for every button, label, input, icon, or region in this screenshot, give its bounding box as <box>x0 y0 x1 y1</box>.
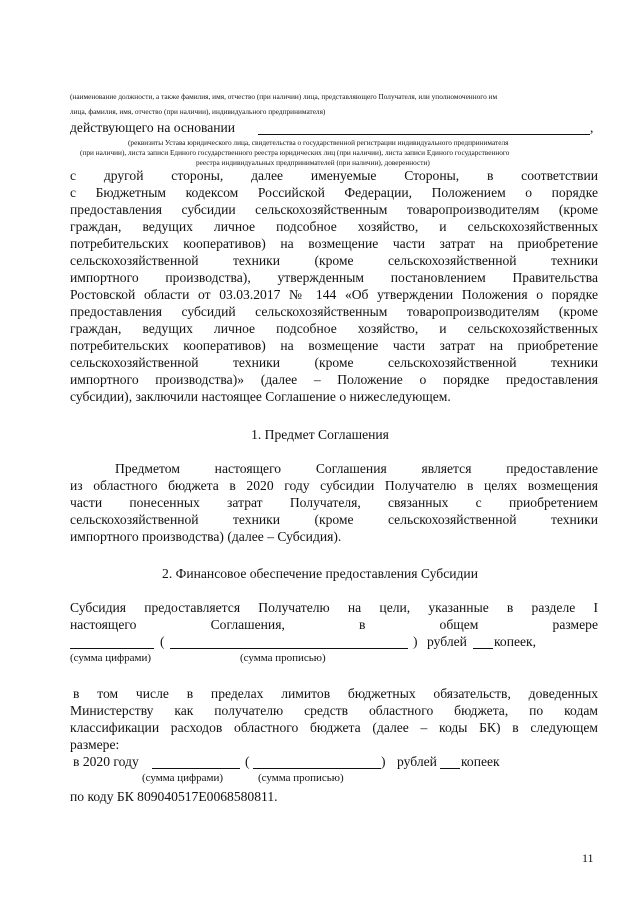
section1-line: из областного бюджета в 2020 году субсидии Получателю в целях возмещения <box>70 478 598 493</box>
year-label: в 2020 году <box>73 754 139 769</box>
year-kop-field <box>440 768 460 769</box>
requisites-note-line3: реестра индивидуальных предпринимателей (при наличии), доверенности) <box>196 158 430 167</box>
section1-last-line: импортного производства) (далее – Субсидия). <box>70 529 342 544</box>
intro-line: с другой стороны, далее именуемые Стороны, в соответствии <box>70 168 598 183</box>
year-words-field <box>253 768 381 769</box>
intro-line: предоставления субсидии сельскохозяйственным товаропроизводителям (кроме <box>70 202 598 217</box>
year-open-paren: ( <box>245 754 250 769</box>
intro-line: граждан, ведущих личное подсобное хозяйство, и сельскохозяйственных <box>70 219 598 234</box>
year-kop-label: копеек <box>461 754 500 769</box>
amount-close-paren: ) <box>413 634 418 649</box>
acting-basis-comma: , <box>590 120 594 135</box>
year-digits-caption: (сумма цифрами) <box>142 772 224 784</box>
amount-digits-caption: (сумма цифрами) <box>70 652 152 664</box>
intro-line: потребительских кооперативов) на возмещение части затрат на приобретение <box>70 236 598 251</box>
acting-basis-label: действующего на основании <box>70 120 236 135</box>
year-digits-field <box>152 768 240 769</box>
page-number: 11 <box>582 851 594 865</box>
intro-line: граждан, ведущих личное подсобное хозяйство, и сельскохозяйственных <box>70 321 598 336</box>
intro-line: с Бюджетным кодексом Российской Федерации, Положением о порядке <box>70 185 598 200</box>
section2-p1-line2: настоящего Соглашения, в общем размере <box>70 617 598 632</box>
section1-line: части понесенных затрат Получателя, связанных с приобретением <box>70 495 598 510</box>
section2-p2-line: в том числе в пределах лимитов бюджетных обязательств, доведенных <box>73 686 598 701</box>
amount-kop-field <box>473 648 493 649</box>
position-note-line2: лица, фамилия, имя, отчество (при наличии), индивидуального предпринимателя) <box>70 107 326 116</box>
requisites-note-line2: (при наличии), листа записи Единого государственного реестра юридических лиц (при наличии), листа записи Единого государственного <box>80 148 510 157</box>
section1-line: сельскохозяйственной техники (кроме сельскохозяйственной техники <box>70 512 598 527</box>
requisites-note-line1: (реквизиты Устава юридического лица, свидетельства о государственной регистрации индивидуального предпринимателя <box>128 138 509 147</box>
intro-line: предоставления субсидий сельскохозяйственным товаропроизводителям (кроме <box>70 304 598 319</box>
bk-code-line: по коду БК 809040517Е0068580811. <box>70 789 278 804</box>
section2-p2-line: Министерству как получателю средств областного бюджета, по кодам <box>70 703 598 718</box>
intro-line: потребительских кооперативов) на возмещение части затрат на приобретение <box>70 338 598 353</box>
amount-open-paren: ( <box>160 634 165 649</box>
section2-p2-line: классификации расходов областного бюджета (далее – коды БК) в следующем <box>70 720 598 735</box>
intro-last-line: субсидии), заключили настоящее Соглашение о нижеследующем. <box>70 389 451 404</box>
year-words-caption: (сумма прописью) <box>258 772 344 784</box>
amount-kop-label: копеек, <box>494 634 537 649</box>
amount-words-field <box>170 648 408 649</box>
intro-line: сельскохозяйственной техники (кроме сельскохозяйственной техники <box>70 253 598 268</box>
section1-line: Предметом настоящего Соглашения является предоставление <box>115 461 598 476</box>
intro-line: Ростовской области от 03.03.2017 № 144 «Об утверждении Положения о порядке <box>70 287 598 302</box>
year-close-paren: ) <box>381 754 386 769</box>
position-note-line1: (наименование должности, а также фамилия, имя, отчество (при наличии) лица, представляющего Получателя, или уполномоченного им <box>70 92 498 101</box>
intro-line: импортного производства)» (далее – Положение о порядке предоставления <box>70 372 598 387</box>
intro-line: сельскохозяйственной техники (кроме сельскохозяйственной техники <box>70 355 598 370</box>
acting-basis-line <box>258 134 590 135</box>
year-rub-label: рублей <box>397 754 437 769</box>
amount-words-caption: (сумма прописью) <box>240 652 326 664</box>
section2-p1-line1: Субсидия предоставляется Получателю на цели, указанные в разделе I <box>70 600 598 615</box>
section2-p2-last: размере: <box>70 737 120 752</box>
amount-rub-label: рублей <box>427 634 467 649</box>
intro-line: импортного производства), утвержденным постановлением Правительства <box>70 270 598 285</box>
section1-title: 1. Предмет Соглашения <box>251 427 389 442</box>
section2-title: 2. Финансовое обеспечение предоставления Субсидии <box>162 566 478 581</box>
amount-digits-field <box>70 648 154 649</box>
